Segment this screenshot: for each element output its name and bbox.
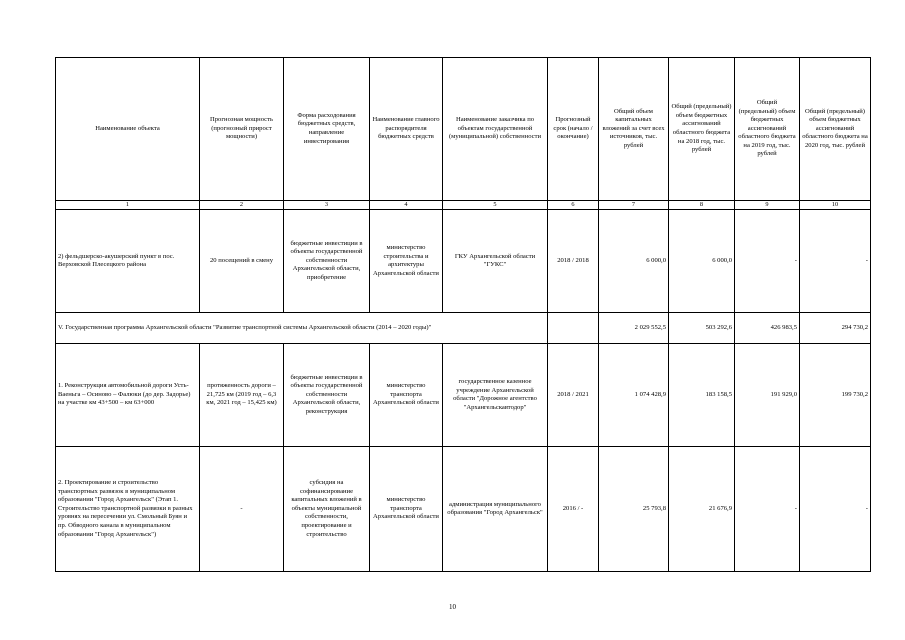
total-cell: 2 029 552,5 xyxy=(599,313,669,344)
capacity-cell: протяженность дороги – 21,725 км (2019 год – 6,3 км, 2021 год – 15,425 км) xyxy=(200,344,284,447)
column-number: 4 xyxy=(370,201,443,210)
header-cell: Наименование объекта xyxy=(56,58,200,201)
manager-cell: министерство транспорта Архангельской области xyxy=(370,447,443,572)
header-cell: Прогнозный срок (начало / окончание) xyxy=(548,58,599,201)
header-cell: Форма расходования бюджетных средств, направление инвестирования xyxy=(284,58,370,201)
y2019-cell: - xyxy=(735,447,800,572)
table-row xyxy=(56,447,871,572)
manager-cell: министерство транспорта Архангельской области xyxy=(370,344,443,447)
y2018-cell: 6 000,0 xyxy=(669,210,735,313)
section-title: V. Государственная программа Архангельской области "Развитие транспортной системы Архангельской области (2014 – 2020 годы)" xyxy=(56,313,548,344)
object-name-cell: 1. Реконструкция автомобильной дороги Усть-Ваеньга – Осиново – Фалюки (до дер. Задорье) на участке км 43+500 – км 63+000 xyxy=(56,344,200,447)
y2019-cell: 426 983,5 xyxy=(735,313,800,344)
capacity-cell: - xyxy=(200,447,284,572)
column-number: 1 xyxy=(56,201,200,210)
form-cell: субсидия на софинансирование капитальных вложений в объекты муниципальной собственности, проектирование и строительство xyxy=(284,447,370,572)
header-cell: Общий (предельный) объем бюджетных ассигнований областного бюджета на 2020 год, тыс. рублей xyxy=(800,58,871,201)
header-row xyxy=(56,58,871,201)
column-number: 8 xyxy=(669,201,735,210)
header-cell: Общий объем капитальных вложений за счет всех источников, тыс. рублей xyxy=(599,58,669,201)
header-cell: Наименование главного распорядителя бюджетных средств xyxy=(370,58,443,201)
customer-cell: государственное казенное учреждение Архангельской области "Дорожное агентство "Архангельскавтодор" xyxy=(443,344,548,447)
header-cell: Общий (предельный) объем бюджетных ассигнований областного бюджета на 2018 год, тыс. рублей xyxy=(669,58,735,201)
y2018-cell: 183 158,5 xyxy=(669,344,735,447)
table-row xyxy=(56,210,871,313)
manager-cell: министерство строительства и архитектуры Архангельской области xyxy=(370,210,443,313)
y2019-cell: 191 929,0 xyxy=(735,344,800,447)
customer-cell: администрация муниципального образования "Город Архангельск" xyxy=(443,447,548,572)
term-cell: 2016 / - xyxy=(548,447,599,572)
term-cell: 2018 / 2018 xyxy=(548,210,599,313)
section-row xyxy=(56,313,871,344)
column-number: 10 xyxy=(800,201,871,210)
y2018-cell: 21 676,9 xyxy=(669,447,735,572)
y2019-cell: - xyxy=(735,210,800,313)
budget-table xyxy=(55,57,871,572)
form-cell: бюджетные инвестиции в объекты государственной собственности Архангельской области, приобретение xyxy=(284,210,370,313)
header-cell: Общий (предельный) объем бюджетных ассигнований областного бюджета на 2019 год, тыс. рублей xyxy=(735,58,800,201)
page-number: 10 xyxy=(449,603,456,611)
header-cell: Прогнозная мощность (прогнозный прирост мощности) xyxy=(200,58,284,201)
y2018-cell: 503 292,6 xyxy=(669,313,735,344)
object-name-cell: 2) фельдшерско-акушерский пункт в пос. Верховской Плесецкого района xyxy=(56,210,200,313)
form-cell: бюджетные инвестиции в объекты государственной собственности Архангельской области, реконструкция xyxy=(284,344,370,447)
term-cell: 2018 / 2021 xyxy=(548,344,599,447)
column-number: 5 xyxy=(443,201,548,210)
y2020-cell: - xyxy=(800,210,871,313)
column-number: 2 xyxy=(200,201,284,210)
total-cell: 25 793,8 xyxy=(599,447,669,572)
column-number: 9 xyxy=(735,201,800,210)
empty-cell xyxy=(548,313,599,344)
y2020-cell: 294 730,2 xyxy=(800,313,871,344)
customer-cell: ГКУ Архангельской области "ГУКС" xyxy=(443,210,548,313)
column-number: 3 xyxy=(284,201,370,210)
column-number: 7 xyxy=(599,201,669,210)
capacity-cell: 20 посещений в смену xyxy=(200,210,284,313)
column-number-row xyxy=(56,201,871,210)
total-cell: 1 074 428,9 xyxy=(599,344,669,447)
y2020-cell: 199 730,2 xyxy=(800,344,871,447)
y2020-cell: - xyxy=(800,447,871,572)
column-number: 6 xyxy=(548,201,599,210)
table-row xyxy=(56,344,871,447)
total-cell: 6 000,0 xyxy=(599,210,669,313)
object-name-cell: 2. Проектирование и строительство транспортных развязок в муниципальном образовании "Город Архангельск" (Этап 1. Строительство транспортной развязки в разных уровнях на пересечении ул. Смольный Буян и пр. Обводного канала в муниципальном образовании "Город Архангельск") xyxy=(56,447,200,572)
header-cell: Наименование заказчика по объектам государственной (муниципальной) собственности xyxy=(443,58,548,201)
